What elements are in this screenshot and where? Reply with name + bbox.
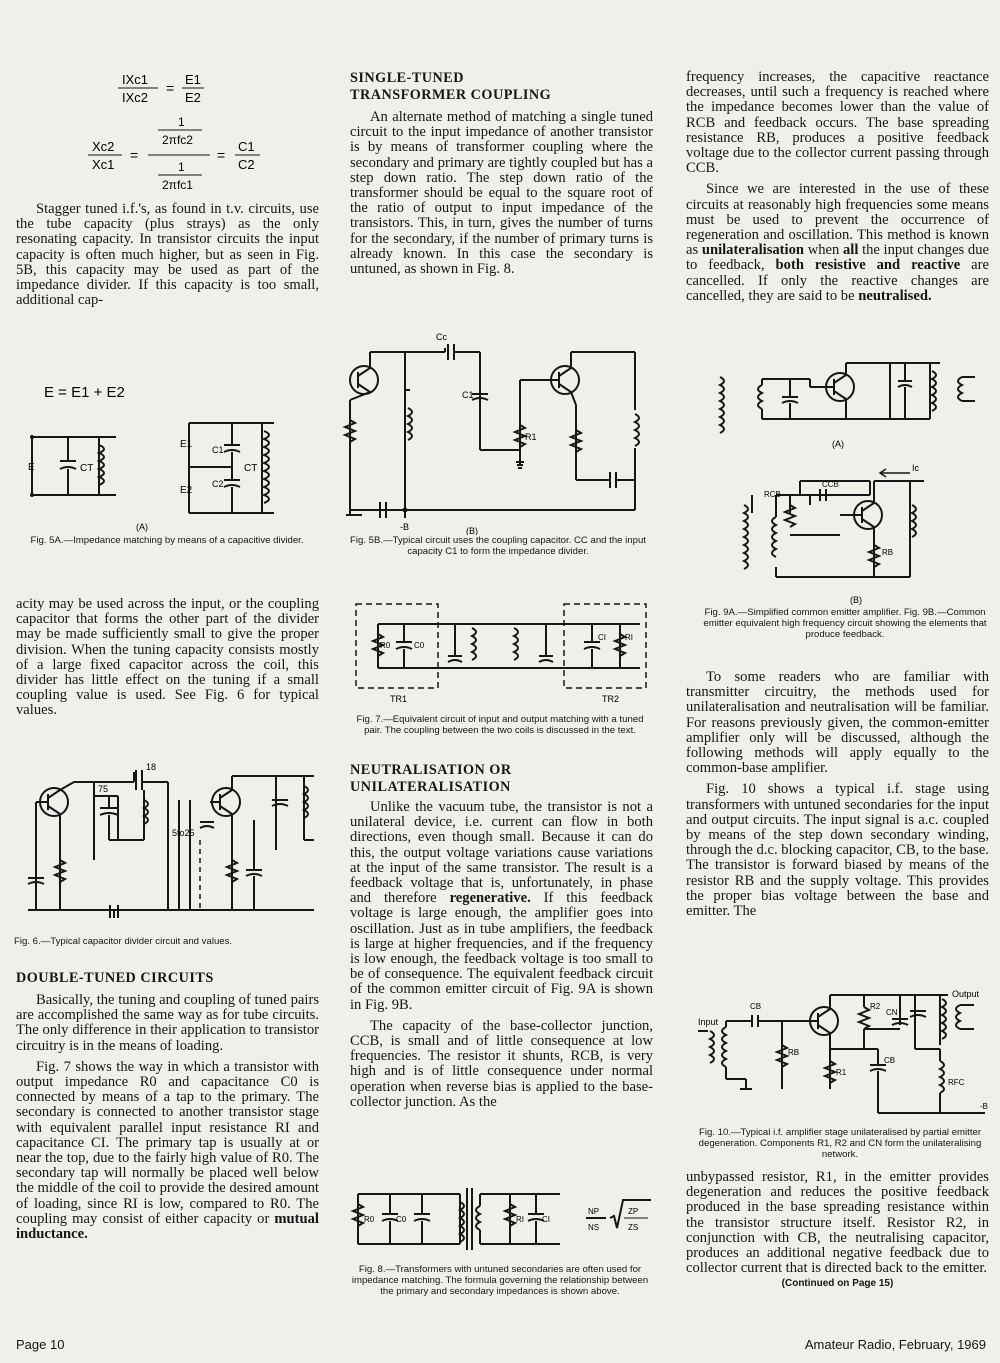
fig7-label-c0: C0: [414, 641, 425, 650]
col1-paragraph-1: Stagger tuned i.f.'s, as found in t.v. circuits, use the tube capacity (plus strays) as the only resonating capacity. In transistor circuits the input capacity is often much higher, but as seen in Fig. 5B, this capacity may be used as part of the impedance divider. If this capacity is too small, additional cap-: [16, 201, 319, 309]
heading-neutralisation-1: NEUTRALISATION OR: [350, 762, 512, 778]
formula-line2-den: Xc1: [92, 157, 115, 172]
fig9b-label-ic: Ic: [912, 463, 920, 473]
publication-info: Amateur Radio, February, 1969: [804, 1337, 986, 1352]
col1-paragraph-4: Fig. 7 shows the way in which a transistor with output impedance R0 and capacitance C0 is connected by means of a tap to the primary. The secondary is connected to another transistor stage with equivalent parallel input resistance RI and capacitance CI. The primary tap is usually at or near the top, due to the fairly high value of R0. The secondary tap will normally be placed well below the middle of the coil to provide the desired amount of loading, since RI is low, compared to R0. The coupling may consist of either capacity or mutual inductance.: [16, 1058, 319, 1243]
bold-unilateralisation: unilateralisation: [701, 242, 805, 259]
continued-note: (Continued on Page 15): [781, 1278, 894, 1290]
column-3-bottom: [686, 1170, 989, 1289]
fig8-label-ri: RI: [516, 1215, 524, 1224]
fig8-label-np: NP: [588, 1207, 600, 1216]
col3-paragraph-2: Since we are interested in the use of these circuits at reasonably high frequencies some means must be used to prevent the occurrence of regeneration and oscillation. This method is known as unilateralisation when all the input changes due to feedback, both resistive and reactive are cancelled. If only the reactive changes are cancelled, they are said to be neutralised.: [686, 181, 989, 304]
fig10-label-cb: CB: [750, 1002, 762, 1011]
bold-neutralised: neutralised.: [858, 287, 932, 304]
fig5a-equation: E = E1 + E2: [44, 384, 125, 401]
fig6-label-5to25: 5to25: [172, 828, 195, 838]
column-2-bottom: [350, 762, 653, 1116]
fig5a-label-e2: E2: [180, 485, 193, 496]
formula-frac-top-den: 2πfc2: [162, 133, 193, 147]
svg-text:=: =: [217, 147, 226, 163]
fig9b-label-rcb: RCB: [764, 490, 781, 499]
figure-5b: [340, 330, 660, 585]
page-number: Page 10: [16, 1337, 65, 1352]
bold-mutual-inductance: mutual inductance.: [16, 1210, 319, 1243]
formula-frac-bot-den: 2πfc1: [162, 178, 193, 192]
col1-paragraph-3: Basically, the tuning and coupling of tuned pairs are accomplished the same way as for tube circuits. The only difference in their application to transistor circuitry is in the means of loading.: [16, 992, 319, 1054]
figure-10: [690, 985, 995, 1165]
formula-line2-num: Xc2: [92, 139, 115, 154]
heading-single-tuned-1: SINGLE-TUNED: [350, 70, 465, 86]
formula-frac-top-num: 1: [178, 115, 185, 129]
col3-paragraph-3: To some readers who are familiar with transmitter circuitry, the methods used for unilateralisation and neutralisation will be familiar. For reasons previously given, the common-emitter amplifier only will be discussed, although the following methods will apply equally to the common-base amplifier.: [686, 669, 989, 777]
fig5a-sub-label: (A): [136, 522, 148, 532]
fig9a-sub-label: (A): [832, 439, 844, 449]
col1-paragraph-2: acity may be used across the input, or the coupling capacitor that forms the other part of the divider may be made sufficiently small to give the proper division. When the tuning capacity consists mostly of a large fixed capacitor across the coil, this divider has little effect on the tuning if a small coupling value is used. See Fig. 6 for typical values.: [16, 596, 319, 719]
fig7-label-ci: CI: [598, 633, 606, 642]
fig8-caption: Fig. 8.—Transformers with untuned secondaries are often used for impedance matching. The formula governing the relationship between the primary and secondary impedances is shown above.: [351, 1264, 649, 1297]
bold-regenerative: regenerative.: [449, 890, 531, 907]
formula-line1-rhs-den: E2: [185, 90, 201, 105]
fig9b-label-rb: RB: [882, 548, 894, 557]
formula-frac-bot-num: 1: [178, 160, 185, 174]
fig8-label-zp: ZP: [628, 1207, 639, 1216]
fig9b-label-ccb: CCB: [822, 480, 839, 489]
col3-paragraph-5: unbypassed resistor, R1, in the emitter provides degeneration and reduces the positive feedback produced in the base spreading resistance within the transistor structure itself. Resistor R2, in conjunction with CB, the neutralising capacitor, produces an additional negative feedback due to collector current that is directed back to the emitter.: [686, 1169, 989, 1277]
fig5a-caption: Fig. 5A.—Impedance matching by means of a capacitive divider.: [30, 535, 304, 546]
fig10-label-cn: CN: [886, 1008, 898, 1017]
fig10-caption: Fig. 10.—Typical i.f. amplifier stage unilateralised by partial emitter degeneration. Components R1, R2 and CN form the unilateralising network.: [698, 1127, 982, 1160]
heading-neutralisation-2: UNILATERALISATION: [350, 779, 511, 795]
fig5b-label-minus-b: -B: [400, 522, 409, 532]
fig10-label-cb2: CB: [884, 1056, 896, 1065]
fig8-label-ci: CI: [542, 1215, 550, 1224]
col2-paragraph-3: The capacity of the base-collector junction, CCB, is small and of little consequence at low frequencies. The resistor it shunts, RCB, is very high and is of little consequence under normal operation when reverse bias is applied to the base-collector junction. As the: [350, 1017, 653, 1110]
column-1-bottom: [16, 970, 319, 1248]
fig5b-caption: Fig. 5B.—Typical circuit uses the coupling capacitor. CC and the input capacity C1 to form the impedance divider.: [350, 535, 646, 557]
fig7-label-tr1: TR1: [390, 694, 408, 704]
fig10-label-rb: RB: [788, 1048, 800, 1057]
fig5b-label-c1: C1: [462, 390, 474, 400]
fig5b-label-r1: R1: [525, 432, 537, 442]
fig5a-label-ct: CT: [80, 463, 94, 474]
heading-double-tuned: DOUBLE-TUNED CIRCUITS: [16, 970, 214, 986]
fig7-caption: Fig. 7.—Equivalent circuit of input and output matching with a tuned pair. The coupling between the two coils is discussed in the text.: [356, 714, 644, 736]
fig6-label-18: 18: [146, 762, 157, 772]
formula-line1-num: IXc1: [122, 72, 149, 87]
formula-line1-rhs-num: E1: [185, 72, 201, 87]
heading-single-tuned-2: TRANSFORMER COUPLING: [350, 87, 552, 103]
fig5a-label-ct2: CT: [244, 463, 258, 474]
fig5a-label-e1: E1: [180, 439, 193, 450]
column-1-middle: [16, 597, 319, 725]
fig5b-label-cc: Cc: [436, 332, 447, 342]
fig8-label-zs: ZS: [628, 1223, 639, 1232]
figure-7: [350, 598, 655, 758]
column-3-middle: [686, 670, 989, 925]
formula-line1-den: IXc2: [122, 90, 149, 105]
fig7-label-r0: R0: [380, 641, 391, 650]
column-3-top: [686, 70, 989, 310]
figure-9: [700, 355, 995, 665]
col3-paragraph-4: Fig. 10 shows a typical i.f. stage using transformers with untuned secondaries for the input and output circuits. The input signal is a.c. coupled by means of the step down secondary winding, through the d.c. blocking capacitor, CB, to the base. The transistor is forward biased by means of the resistor RB and the supply voltage. This provides the proper bias voltage between the base and emitter. The: [686, 781, 989, 920]
col3-paragraph-1: frequency increases, the capacitive reactance decreases, until such a frequency is reached where the impedance becomes lower than the value of RCB and feedback occurs. The base spreading resistance RB, produces a positive feedback voltage due to the collector current passing through CCB.: [686, 69, 989, 177]
svg-text:=: =: [166, 80, 175, 96]
fig10-label-rfc: RFC: [948, 1078, 965, 1087]
fig10-label-r2: R2: [870, 1002, 881, 1011]
fig7-label-tr2: TR2: [602, 694, 620, 704]
fig10-label-input: Input: [698, 1017, 719, 1027]
svg-text:=: =: [130, 147, 139, 163]
col2-paragraph-2: Unlike the vacuum tube, the transistor is not a unilateral device, i.e. current can flow in both directions, even though small. Because it can do this, the output voltage variations cause variations at the input of the same transistor. The result is a feedback voltage that is, unfortunately, in phase and therefore regenerative. If this feedback voltage is large enough, the amplifier goes into oscillation. Just as in tube amplifiers, the feedback is large at higher frequencies, and if the frequency is low enough, the feedback voltage is too small to be of consequence. The equivalent feedback circuit of the common emitter circuit of Fig. 9A is shown in Fig. 9B.: [350, 799, 653, 1013]
bold-all: all: [842, 242, 859, 259]
fig9-caption: Fig. 9A.—Simplified common emitter amplifier. Fig. 9B.—Common emitter equivalent high frequency circuit showing the elements that produce feedback.: [703, 607, 987, 640]
fig5a-label-e: E: [28, 462, 35, 473]
figure-5a: [14, 375, 324, 575]
fig6-label-75: 75: [98, 784, 109, 794]
fig8-label-c0: C0: [396, 1215, 407, 1224]
fig5b-sub-label: (B): [466, 526, 478, 535]
col2-paragraph-1: An alternate method of matching a single tuned circuit to the input impedance of another transistor is by means of transformer coupling where the secondary and primary are tightly coupled but has a step down ratio. The step down ratio of the transformer should be equal to the square root of the ratio of output to input impedance of the transistors. This, in turn, gives the number of turns for the secondary, if the number of primary turns is already known. In this case the secondary is untuned, as shown in Fig. 8.: [350, 109, 653, 278]
figure-8: [350, 1180, 655, 1315]
fig8-label-r0: R0: [364, 1215, 375, 1224]
fig10-label-minus-b: -B: [980, 1102, 988, 1111]
column-1-top: [16, 202, 319, 314]
fig5a-label-c2: C2: [212, 479, 224, 489]
figure-6: [14, 760, 324, 950]
column-2-top: [350, 70, 653, 283]
fig9b-sub-label: (B): [850, 595, 862, 605]
fig10-label-output: Output: [952, 989, 980, 999]
formula-rhs-num: C1: [238, 139, 255, 154]
fig7-label-ri: RI: [625, 633, 633, 642]
bold-both-resistive-reactive: both resistive and reactive: [775, 257, 961, 274]
fig10-label-r1: R1: [836, 1068, 847, 1077]
capacitive-divider-formula: [80, 68, 340, 198]
fig8-label-ns: NS: [588, 1223, 600, 1232]
fig5a-label-c1: C1: [212, 445, 224, 455]
fig6-caption: Fig. 6.—Typical capacitor divider circuit and values.: [14, 936, 233, 947]
formula-rhs-den: C2: [238, 157, 255, 172]
